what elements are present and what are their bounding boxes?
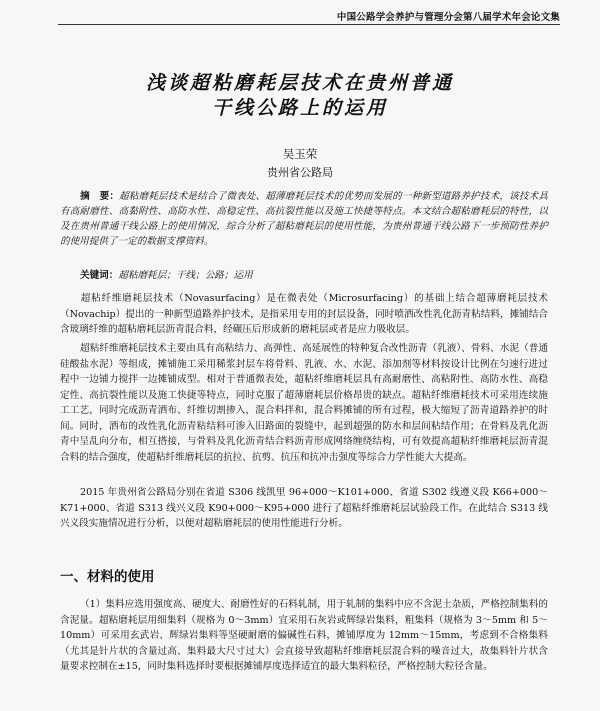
abstract [60,189,548,249]
paragraph-text: 2015 年贵州省公路局分别在省道 S306 线凯里 96+000～K101+000、省道 S302 线遵义段 K66+000～K71+000、省道 S313 线兴义段 K90+000～K95+000 进行了超粘纤维磨耗层试验段工作。在此结合 S313 线兴义段实施情况进行分析，以便对超粘磨耗层的使用性能进行分析。 [60,487,548,529]
body-paragraph-2 [60,341,548,465]
abstract-text: 超粘磨耗层技术是结合了微表处、超薄磨耗层技术的优势而发展的一种新型道路养护技术，该技术具有高耐磨性、高黏附性、高防水性、高稳定性、高抗裂性能以及施工快捷等特点。本文结合超粘磨耗层的特性，以及在贵州普通干线公路上的使用情况，综合分析了超粘磨耗层的使用性能，为贵州普通干线公路下一步预防性养护的使用提供了一定的数据支撑资料。 [60,191,548,247]
body-paragraph-3 [60,485,548,532]
author-name: 吴玉荣 [282,147,318,161]
paragraph-text: （1）集料应选用强度高、硬度大、耐磨性好的石料轧制，用于轧制的集料中应不含泥土杂质，严格控制集料的含泥量。超粘磨耗层用细集料（规格为 0～3mm）宜采用石灰岩或辉绿岩集料，粗集料（规格为 3～5mm 和 5～10mm）可采用玄武岩、辉绿岩集料等坚硬耐磨的偏碱性石料，摊铺厚度为 12mm～15mm，考虑到不合格集料（尤其是针片状的含量过高、集料最大尺寸过大）会直接导致超粘纤维磨耗层混合料的噪音过大，故集料针片状含量要求控制在±15，同时集料选择时要根据摊铺厚度选择适宜的最大集料粒径，严格控制大粒径含量。 [60,599,548,672]
author-affiliation: 贵州省公路局 [267,166,333,179]
paragraph-text: 超粘纤维磨耗层技术（Novasurfacing）是在微表处（Microsurfacing）的基础上结合超薄磨耗层技术（Novachip）提出的一种新型道路养护技术，是指采用专用的封层设备，同时喷洒改性乳化沥青粘结料，摊铺结合含玻璃纤维的超粘磨耗层沥青混合料，经碾压后形成新的磨耗层或者是应力吸收层。 [60,293,548,335]
body-paragraph-4 [60,597,548,675]
title-line-2: 干线公路上的运用 [211,97,388,119]
body-paragraph-1 [60,291,548,338]
section-heading: 一、材料的使用 [60,569,155,585]
paragraph-text: 超粘纤维磨耗层技术主要由具有高粘结力、高弹性、高延展性的特种复合改性沥青（乳液）、骨料、水泥（普通硅酸盐水泥）等组成，摊铺施工采用稀浆封层车将骨料、乳液、水、水泥、添加剂等材料按设计比例在匀速行进过程中一边铺力搅拌一边摊铺成型。相对于普通微表处，超粘纤维磨耗层具有高耐磨性、高粘附性、高防水性、高稳定性、高抗裂性能以及施工快捷等特点，同时克服了超薄磨耗层价格昂贵的缺点。超粘纤维磨耗技术可采用连续施工工艺，同时完成沥青洒布、纤维切割掺入，混合料拌和，混合料摊铺的所有过程，极大缩短了沥青道路养护的时间。同时，洒布的改性乳化沥青粘结料可渗入旧路面的裂缝中，起到超强的防水和层间粘结作用；在骨料及乳化沥青中呈乱向分布，相互搭接，与骨料及乳化沥青结合料沥青形成网络缠绕结构，可有效提高超粘纤维磨耗层沥青混合料的结合强度，使超粘纤维磨耗层的抗拉、抗剪、抗压和抗冲击强度等综合力学性能大大提高。 [60,343,548,463]
title-line-1: 浅谈超粘磨耗层技术在贵州普通 [145,72,454,94]
keywords-label: 关键词： [80,270,119,281]
abstract-label: 摘 要： [80,191,120,202]
running-head: 中国公路学会养护与管理分会第八届学术年会论文集 [336,12,560,23]
header-rule [58,24,560,25]
keywords [80,267,253,281]
keywords-text: 超粘磨耗层；干线；公路；运用 [118,270,253,281]
